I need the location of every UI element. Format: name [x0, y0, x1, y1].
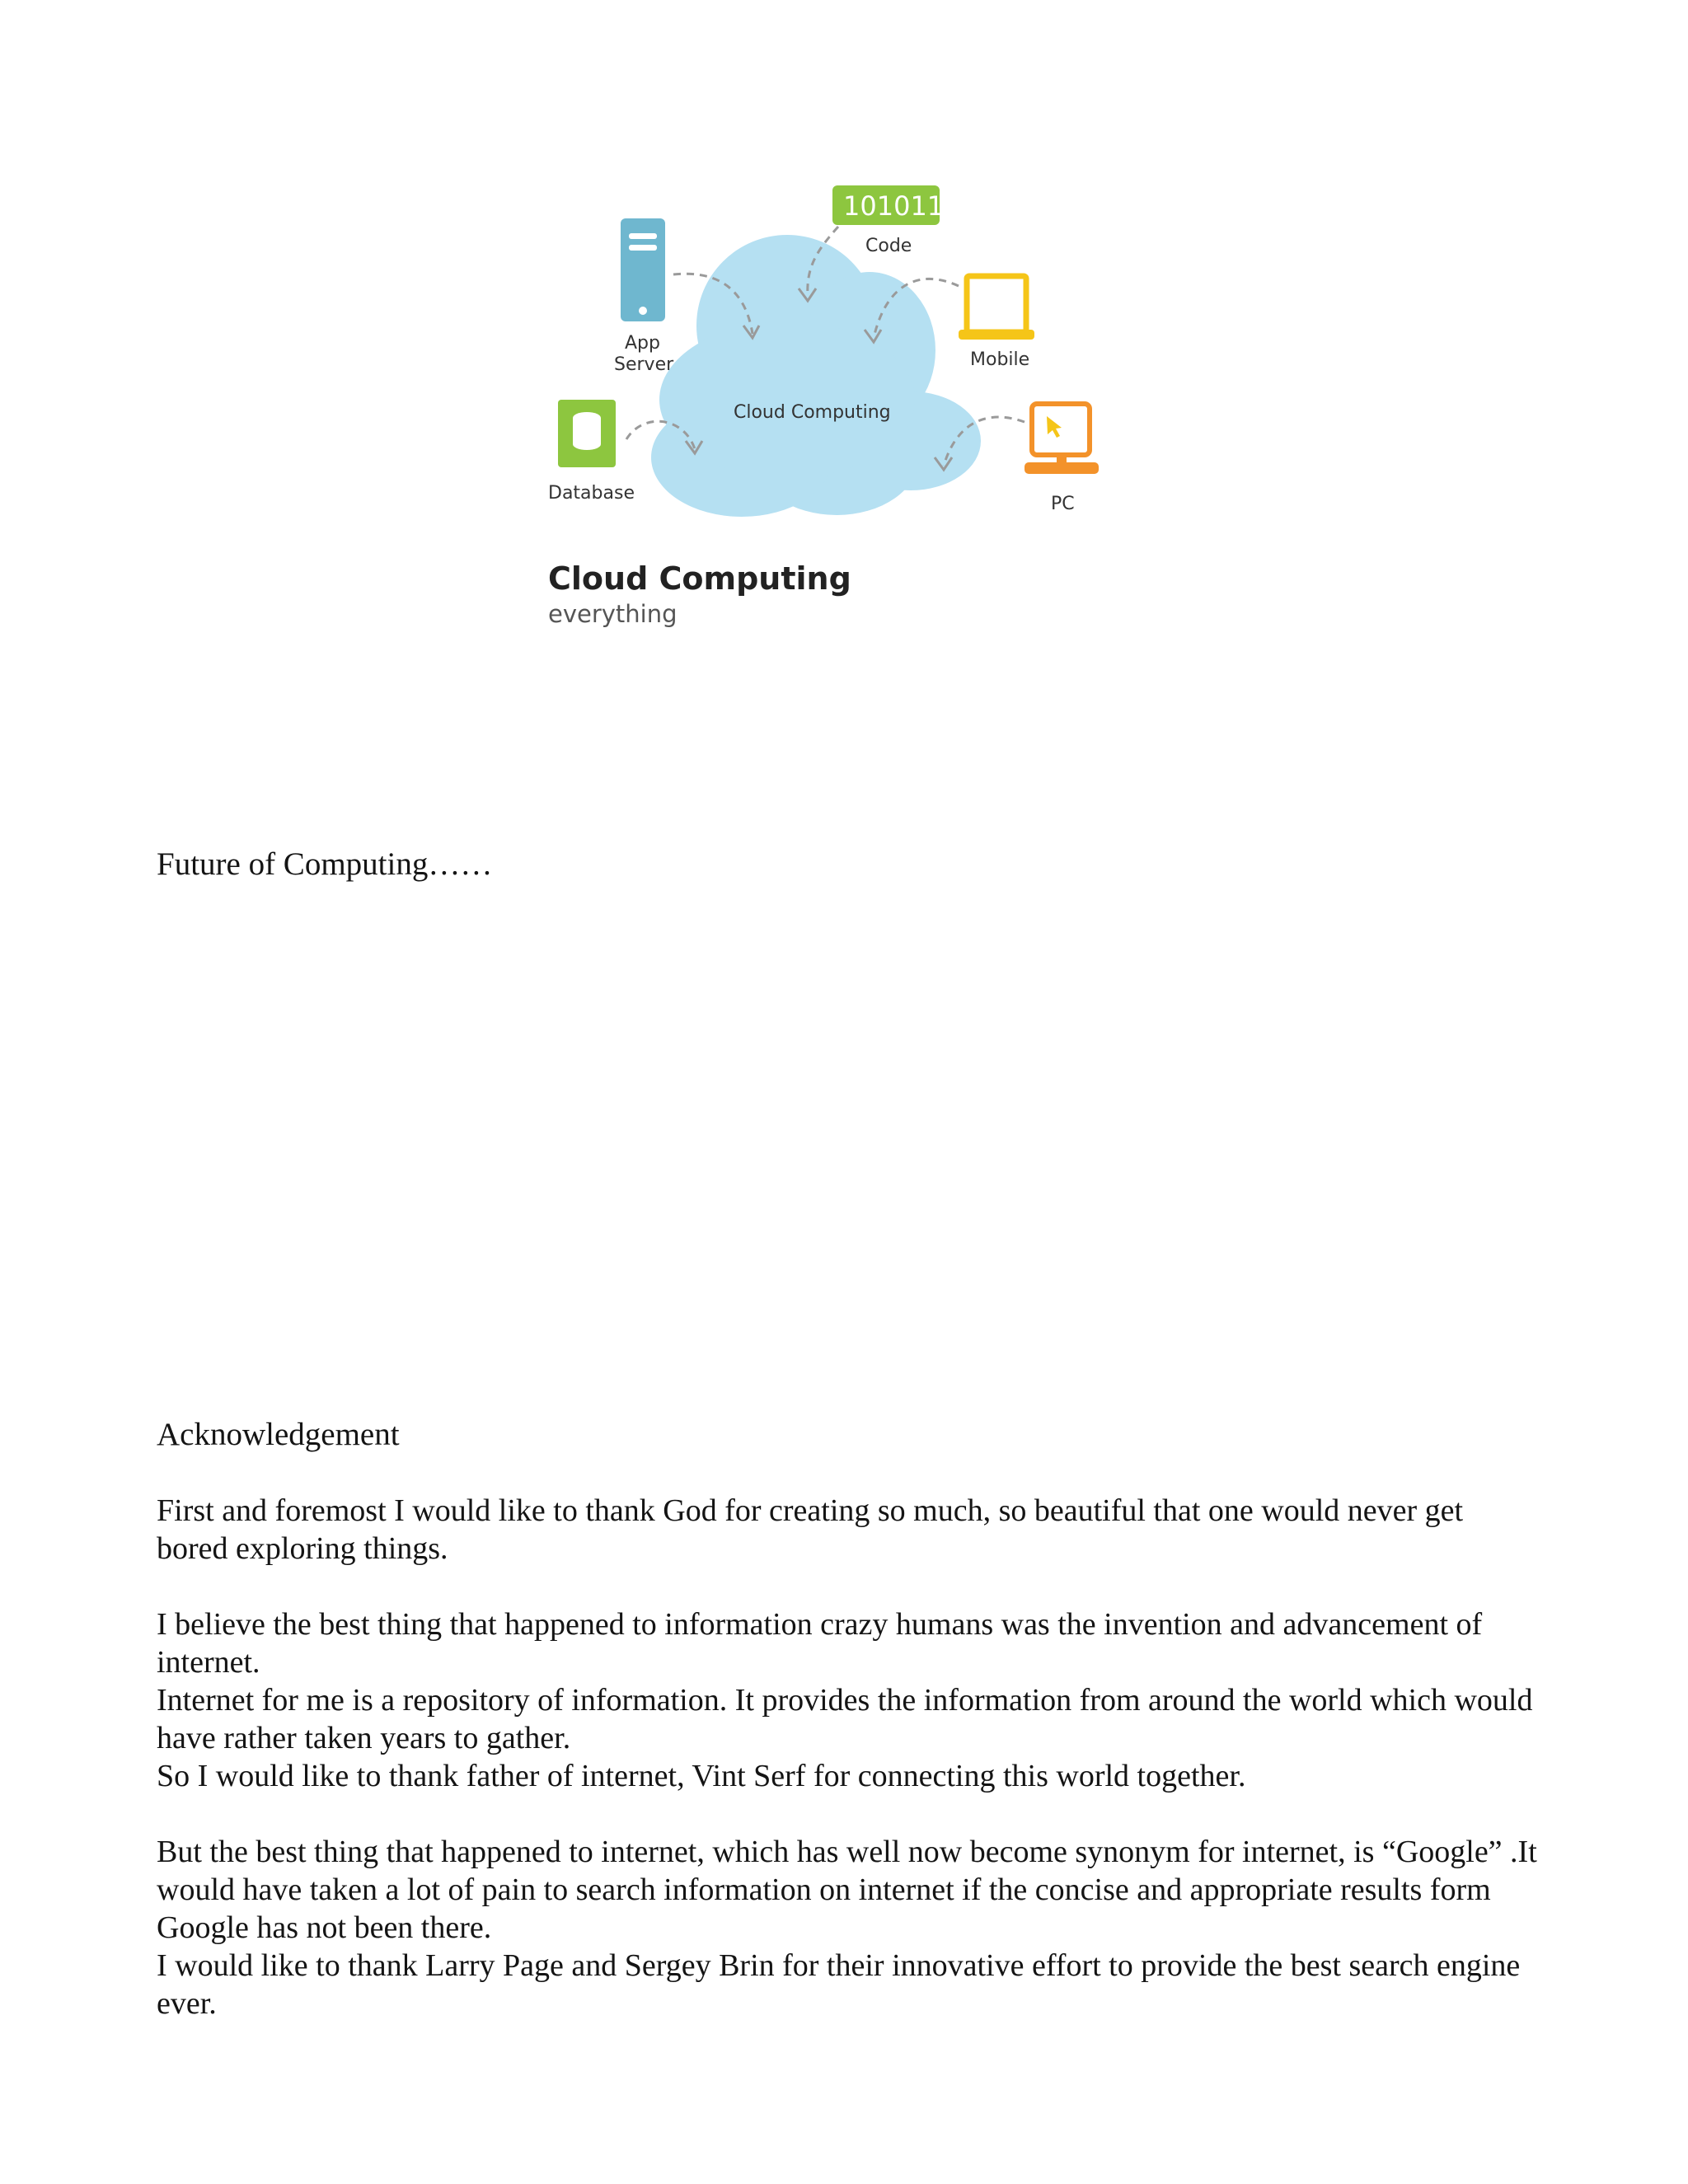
ack-paragraph-1: First and foremost I would like to thank God for creating so much, so beautiful that one would never get bored exploring things.	[157, 1493, 1464, 1566]
figure-caption-title: Cloud Computing	[548, 560, 851, 597]
cloud-computing-figure	[540, 177, 1117, 655]
cloud-label: Cloud Computing	[734, 402, 891, 423]
app-server-label-1: App	[625, 333, 660, 354]
app-server-label-2: Server	[614, 354, 674, 375]
code-label: Code	[865, 236, 912, 256]
acknowledgement-body	[157, 1492, 1541, 2022]
database-label: Database	[548, 483, 635, 504]
code-node	[832, 185, 944, 256]
mobile-label: Mobile	[970, 349, 1030, 370]
acknowledgement-heading: Acknowledgement	[157, 1417, 400, 1452]
app-server-node	[614, 218, 674, 375]
ack-paragraph-2-line-1: I believe the best thing that happened to information crazy humans was the invention and advancement of internet.	[157, 1607, 1483, 1680]
cloud-shape	[651, 235, 981, 517]
pc-node	[1025, 404, 1099, 514]
laptop-icon	[967, 276, 1026, 332]
ack-paragraph-2-line-2: Internet for me is a repository of information. It provides the information from around the world which would have rather taken years to gather.	[157, 1683, 1533, 1755]
pc-label: PC	[1051, 494, 1075, 514]
ack-paragraph-3-line-2: I would like to thank Larry Page and Sergey Brin for their innovative effort to provide the best search engine ever.	[157, 1948, 1521, 2021]
figure-caption-subtitle: everything	[548, 600, 678, 628]
database-node	[548, 400, 635, 504]
ack-paragraph-2-line-3: So I would like to thank father of internet, Vint Serf for connecting this world together.	[157, 1759, 1246, 1793]
mobile-node	[959, 276, 1034, 370]
pc-icon	[1032, 404, 1090, 455]
code-badge-text: 101011	[843, 190, 945, 222]
future-heading: Future of Computing……	[157, 846, 493, 882]
ack-paragraph-3-line-1: But the best thing that happened to internet, which has well now become synonym for internet, is “Google” .It would have taken a lot of pain to search information on internet if the concise and appropriate results form Google has not been there.	[157, 1835, 1537, 1945]
